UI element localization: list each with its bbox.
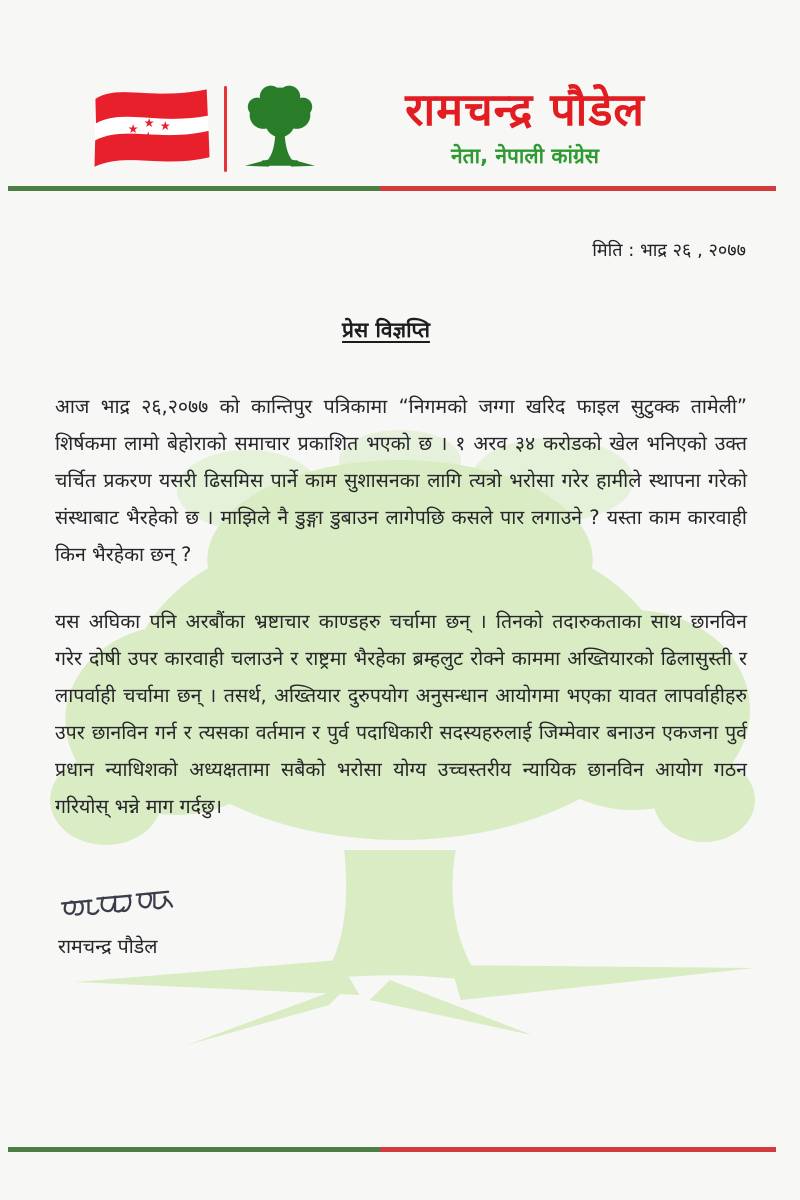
letterhead: [0, 0, 800, 190]
paragraph-line: आज भाद्र २६,२०७७ को कान्तिपुर पत्रिकामा “निगमको जग्गा खरिद फाइल सुटुक्क तामेली”: [55, 395, 747, 418]
paragraph-line: गरेर दोषी उपर कारवाही चलाउने र राष्ट्रमा भैरहेका ब्रम्हलुट रोक्ने काममा अख्तियारको ढिलासुस्ती र: [55, 647, 747, 670]
letterhead-text: [335, 84, 715, 170]
signature-block: [58, 884, 176, 959]
paragraph-line: गरियोस् भन्ने माग गर्दछु।: [55, 795, 223, 818]
divider-green-segment: [8, 186, 380, 191]
signatory-name: रामचन्द्र पौडेल: [58, 935, 158, 958]
paragraph-line: चर्चित प्रकरण यसरी ढिसमिस पार्ने काम सुशासनका लागि त्यत्रो भरोसा गरेर हामीले स्थापना गरेको: [55, 469, 747, 492]
nepali-congress-flag-icon: [86, 72, 218, 186]
svg-text:★: ★: [127, 121, 139, 136]
nepali-congress-tree-icon: [234, 80, 326, 176]
page-title: प्रेस विज्ञप्ति: [342, 318, 430, 342]
paragraph-line: लापर्वाही चर्चामा छन् । तसर्थ, अख्तियार दुरुपयोग अनुसन्धान आयोगमा भएका यावत लापर्वाहीहरु: [55, 684, 747, 707]
divider-red-segment: [380, 186, 776, 191]
divider-green-segment: [8, 1147, 380, 1152]
paragraph-line: किन भैरहेका छन् ?: [55, 543, 192, 566]
letterhead-divider-line: [224, 86, 227, 172]
paragraph-line: उपर छानविन गर्न र त्यसका वर्तमान र पुर्व पदाधिकारी सदस्यहरुलाई जिम्मेवार बनाउन एकजना पुर्व: [55, 721, 747, 744]
handwritten-signature-icon: [58, 884, 176, 930]
header-divider: [8, 186, 776, 191]
svg-text:★: ★: [143, 116, 155, 131]
date-line: मिति : भाद्र २६ , २०७७: [592, 240, 746, 261]
paragraph-line: प्रधान न्याधिशको अध्यक्षतामा सबैको भरोसा योग्य उच्चस्तरीय न्यायिक छानविन आयोग गठन: [55, 758, 747, 781]
letterhead-name: रामचन्द्र पौडेल: [405, 83, 645, 136]
divider-red-segment: [380, 1147, 776, 1152]
svg-text:★: ★: [159, 118, 171, 133]
paragraph-1: [55, 388, 747, 573]
svg-text:★: ★: [142, 129, 154, 144]
paragraph-line: शिर्षकमा लामो बेहोराको समाचार प्रकाशित भएको छ । १ अरव ३४ करोडको खेल भनिएको उक्त: [55, 432, 747, 455]
footer-divider: [8, 1147, 776, 1152]
paragraph-line: यस अघिका पनि अरबौंका भ्रष्टाचार काण्डहरु चर्चामा छन् । तिनको तदारुकताका साथ छानविन: [55, 610, 747, 633]
letterhead-subtitle: नेता, नेपाली कांग्रेस: [451, 144, 599, 168]
paragraph-2: [55, 603, 747, 825]
paragraph-line: संस्थाबाट भैरहेको छ । माझिले नै डुङ्गा डुबाउन लागेपछि कसले पार लगाउने ? यस्ता काम कारवाही: [55, 506, 747, 529]
